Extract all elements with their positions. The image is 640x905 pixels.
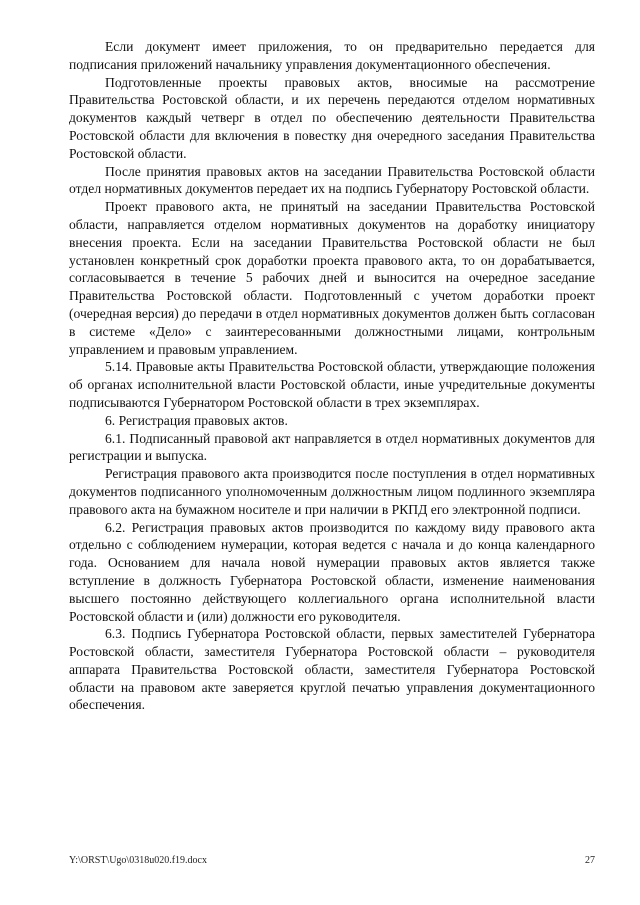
paragraph-6-2: 6.2. Регистрация правовых актов производится по каждому виду правового акта отдельно с соблюдением нумерации, которая ведется с начала и до конца календарного года. Основанием для начала новой нумерации правовых актов является также вступление в должность Губернатора Ростовской области, изменение наименования высшего постоянно действующего коллегиального органа исполнительной власти Ростовской области и (или) должности его руководителя. (69, 519, 595, 624)
paragraph-registration-procedure: Регистрация правового акта производится после поступления в отдел нормативных документов подписанного уполномоченным должностным лицом подлинного экземпляра правового акта на бумажном носителе и при наличии в РКПД его электронной подписи. (69, 466, 595, 517)
page-number: 27 (585, 855, 595, 866)
section-heading-registration: 6. Регистрация правовых актов. (105, 412, 288, 428)
paragraph-signature-transfer: После принятия правовых актов на заседании Правительства Ростовской области отдел нормативных документов передает их на подпись Губернатору Ростовской области. (69, 163, 595, 197)
document-body (69, 38, 595, 714)
paragraph-attachments: Если документ имеет приложения, то он предварительно передается для подписания приложений начальнику управления документационного обеспечения. (69, 39, 595, 72)
paragraph-rejected-draft: Проект правового акта, не принятый на заседании Правительства Ростовской области, направляется отделом нормативных документов на доработку инициатору внесения проекта. Если на заседании Правительства Ростовской области не был установлен конкретный срок доработки проекта правового акта, то он дорабатывается, согласовывается в течение 5 рабочих дней и выносится на очередное заседание Правительства Ростовской области. Подготовленный с учетом доработки проект (очередная версия) до передачи в отдел нормативных документов должен быть согласован в системе «Дело» с заинтересованными должностными лицами, контрольным управлением и правовым управлением. (69, 199, 595, 357)
paragraph-draft-submission: Подготовленные проекты правовых актов, вносимые на рассмотрение Правительства Ростовской области, и их перечень передаются отделом нормативных документов каждый четверг в отдел по обеспечению деятельности Правительства Ростовской области для включения в повестку дня очередного заседания Правительства Ростовской области. (69, 74, 595, 161)
paragraph-6-1: 6.1. Подписанный правовой акт направляется в отдел нормативных документов для регистрации и выпуска. (69, 430, 595, 464)
footer-file-path: Y:\ORST\Ugo\0318u020.f19.docx (69, 855, 207, 866)
paragraph-6-3: 6.3. Подпись Губернатора Ростовской области, первых заместителей Губернатора Ростовской области, заместителя Губернатора Ростовской области – руководителя аппарата Правительства Ростовской области, заместителя Губернатора Ростовской области на правовом акте заверяется круглой печатью управления документационного обеспечения. (69, 626, 595, 713)
paragraph-5-14: 5.14. Правовые акты Правительства Ростовской области, утверждающие положения об органах исполнительной власти Ростовской области, иные учредительные документы подписываются Губернатором Ростовской области в трех экземплярах. (69, 359, 595, 410)
